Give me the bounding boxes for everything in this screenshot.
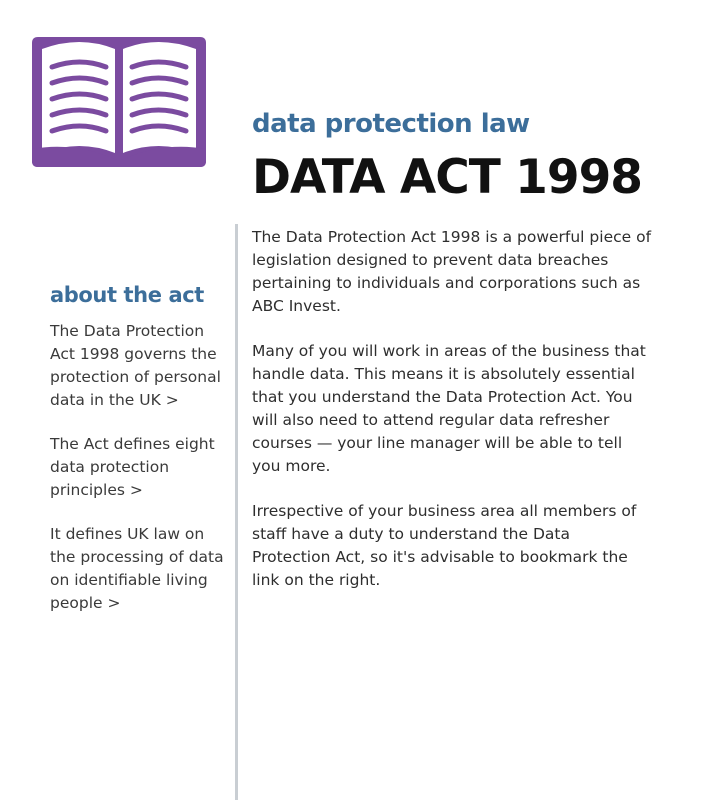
sidebar-heading: about the act xyxy=(50,283,204,307)
duty-paragraph: Irrespective of your business area all members of staff have a duty to understand the Data Protection Act, so it's advisable to bookmark the link on the right. xyxy=(252,502,637,589)
intro-paragraph: The Data Protection Act 1998 is a powerful piece of legislation designed to prevent data breaches pertaining to individuals and corporations such as ABC Invest. xyxy=(252,228,652,315)
main-content xyxy=(252,226,652,614)
sidebar xyxy=(50,283,230,636)
sidebar-link-governs[interactable]: The Data Protection Act 1998 governs the protection of personal data in the UK > xyxy=(50,322,221,409)
page-kicker: data protection law xyxy=(252,109,530,139)
page-title: DATA ACT 1998 xyxy=(252,150,642,205)
sidebar-link-uk-law[interactable]: It defines UK law on the processing of data on identifiable living people > xyxy=(50,525,224,612)
open-book-icon xyxy=(32,37,206,167)
sidebar-link-principles[interactable]: The Act defines eight data protection principles > xyxy=(50,435,215,499)
column-divider xyxy=(235,224,238,800)
business-paragraph: Many of you will work in areas of the business that handle data. This means it is absolutely essential that you understand the Data Protection Act. You will also need to attend regular data refresher courses — your line manager will be able to tell you more. xyxy=(252,342,646,475)
